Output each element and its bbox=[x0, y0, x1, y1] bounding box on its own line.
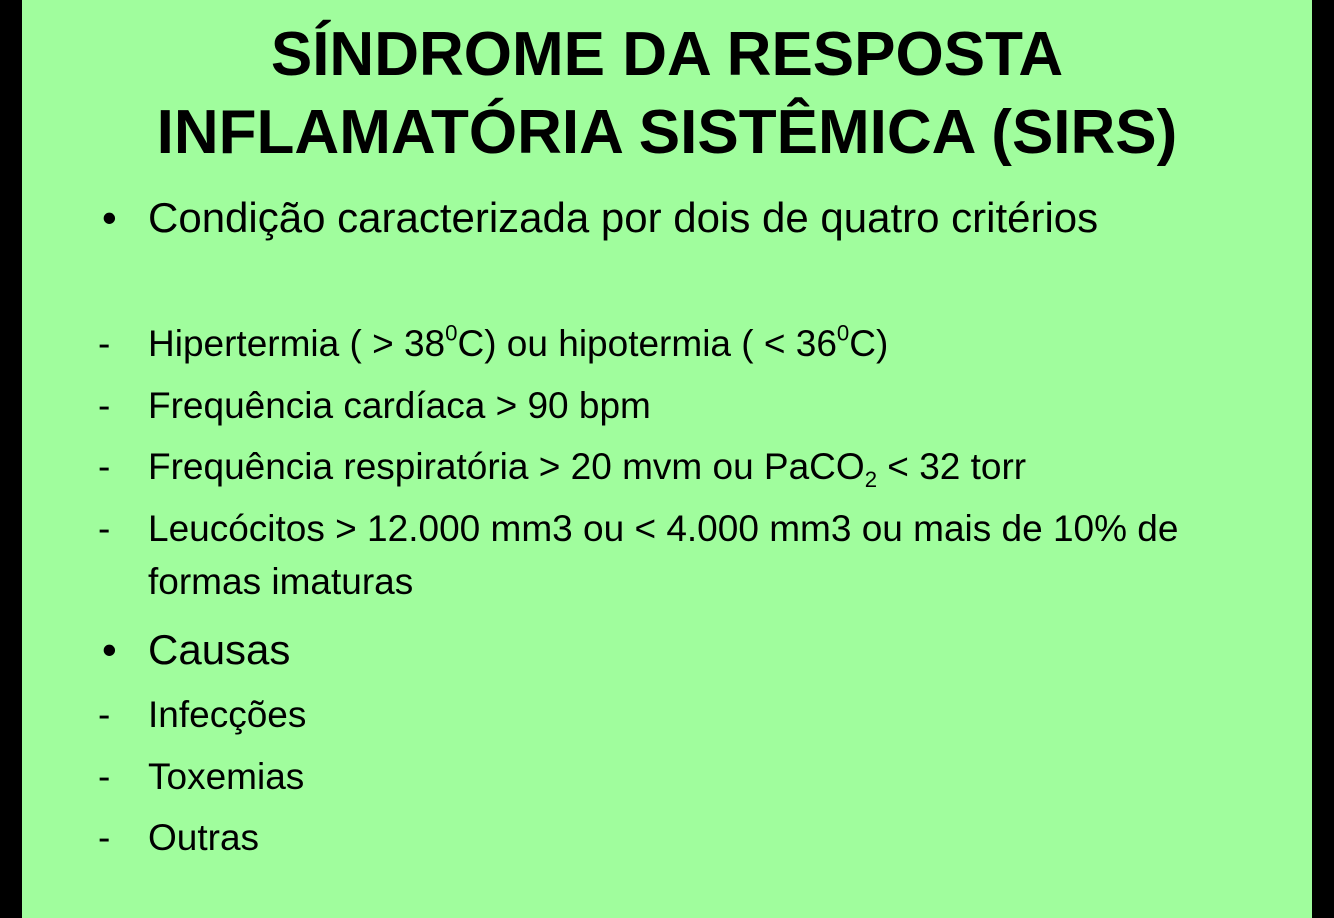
cause-toxemias: Toxemias bbox=[148, 756, 305, 797]
degree-superscript-2: 0 bbox=[836, 320, 850, 346]
respiratory-text-1: Frequência respiratória > 20 mvm ou PaCO bbox=[148, 446, 865, 487]
degree-superscript-1: 0 bbox=[445, 320, 458, 346]
criterion-leukocytes bbox=[98, 502, 1258, 608]
bullet-condition bbox=[102, 188, 1258, 248]
slide-title bbox=[22, 16, 1312, 172]
criterion-temperature bbox=[98, 317, 1258, 370]
dash-marker: - bbox=[98, 385, 111, 426]
dash-marker: - bbox=[98, 756, 111, 797]
respiratory-text-2: < 32 torr bbox=[877, 446, 1027, 487]
causes-heading: Causas bbox=[148, 626, 291, 673]
cause-others: Outras bbox=[148, 817, 260, 858]
temperature-text-2: C) ou hipotermia ( < 36 bbox=[457, 323, 837, 364]
leukocytes-text: Leucócitos > 12.000 mm3 ou < 4.000 mm3 ou mais de 10% de formas imaturas bbox=[148, 508, 1179, 602]
heart-rate-text: Frequência cardíaca > 90 bpm bbox=[148, 385, 651, 426]
bullet-causes bbox=[102, 620, 1258, 680]
condition-text: Condição caracterizada por dois de quatro critérios bbox=[148, 194, 1099, 241]
criterion-heart-rate bbox=[98, 379, 1258, 432]
slide bbox=[22, 0, 1312, 918]
temperature-text-3: C) bbox=[849, 323, 889, 364]
cause-infections: Infecções bbox=[148, 694, 307, 735]
criterion-respiratory-rate bbox=[98, 440, 1258, 493]
dash-marker: - bbox=[98, 817, 111, 858]
dash-marker: - bbox=[98, 694, 111, 735]
temperature-text-1: Hipertermia ( > 38 bbox=[148, 323, 446, 364]
dash-marker: - bbox=[98, 508, 111, 549]
bullet-marker: • bbox=[102, 626, 117, 673]
bullet-marker: • bbox=[102, 194, 117, 241]
dash-marker: - bbox=[98, 323, 111, 364]
dash-marker: - bbox=[98, 446, 111, 487]
cause-item bbox=[98, 750, 1258, 803]
title-line-2: INFLAMATÓRIA SISTÊMICA (SIRS) bbox=[156, 98, 1178, 167]
title-line-1: SÍNDROME DA RESPOSTA bbox=[270, 20, 1064, 89]
cause-item bbox=[98, 688, 1258, 741]
cause-item bbox=[98, 811, 1258, 864]
subscript-2: 2 bbox=[864, 466, 878, 492]
